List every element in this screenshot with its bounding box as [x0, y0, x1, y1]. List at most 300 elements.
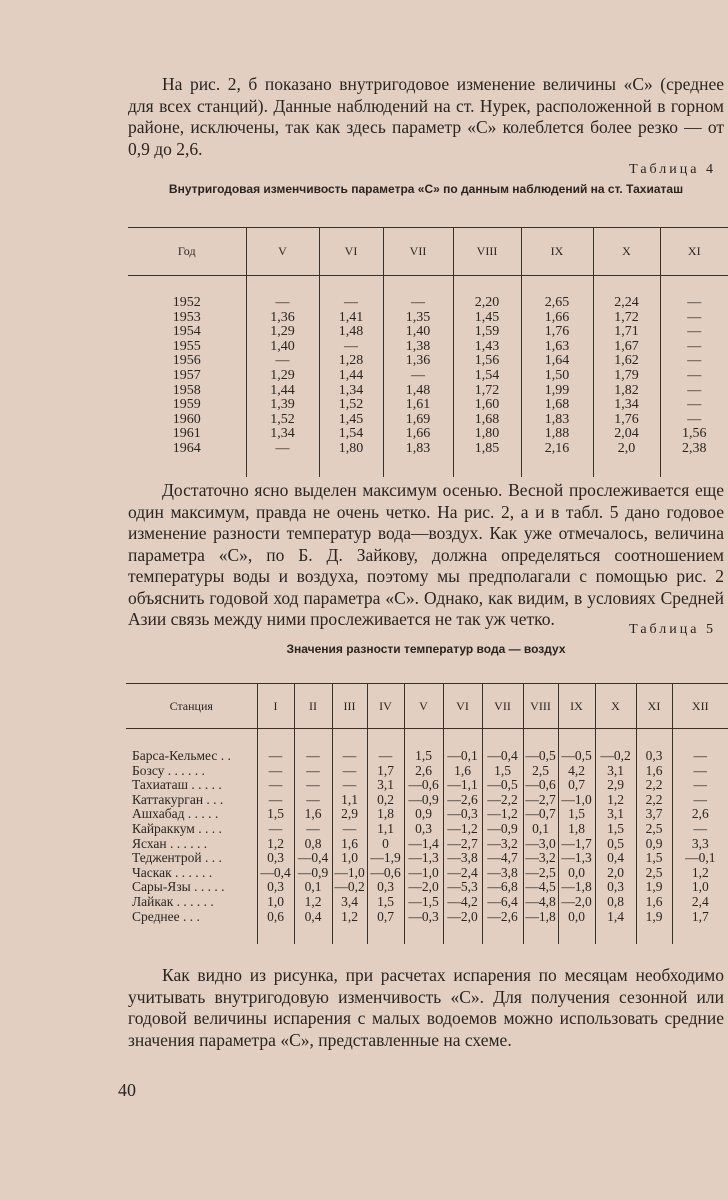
table-cell: 1,43 — [453, 340, 521, 355]
table-cell: — — [257, 822, 294, 837]
table-cell: —2,6 — [443, 793, 482, 808]
table-cell: 1,99 — [521, 384, 593, 399]
table4-row — [128, 398, 728, 413]
final-paragraph: Как видно из рисунка, при расчетах испарения по месяцам необходимо учитывать внутригодовую изменчивость «С». Для получения сезонной или годовой величины испарения с малых водоемов можно использовать средние значения параметра «С», представленные на схеме. — [128, 965, 724, 1050]
table4-header: VIII — [453, 228, 521, 276]
table-cell: 1,45 — [319, 413, 383, 428]
table-cell: —2,0 — [443, 910, 482, 925]
table-cell: — — [294, 749, 332, 764]
table-cell: 1,9 — [636, 910, 672, 925]
table-cell: 0,2 — [367, 793, 404, 808]
table-cell: Среднее . . . — [132, 908, 200, 924]
table-cell: — — [257, 764, 294, 779]
table-cell: Теджентрой . . . — [132, 850, 222, 866]
table-cell: —0,6 — [367, 866, 404, 881]
table-cell: 0,1 — [294, 880, 332, 895]
table-cell: 2,6 — [404, 764, 443, 779]
table4-body — [128, 276, 728, 477]
table-cell: 1,83 — [383, 442, 453, 457]
table4-row — [128, 354, 728, 369]
page-number: 40 — [118, 1080, 136, 1100]
table-cell: 1,44 — [246, 384, 319, 399]
table-cell: 1,41 — [319, 311, 383, 326]
table-cell: —1,8 — [523, 910, 558, 925]
table-cell: 0,8 — [595, 895, 636, 910]
table4-row — [128, 325, 728, 340]
table-cell: —1,0 — [558, 793, 595, 808]
table-cell: 1,45 — [453, 311, 521, 326]
table-cell: 0,1 — [523, 822, 558, 837]
table-cell: —4,2 — [443, 895, 482, 910]
table-cell: 1,38 — [383, 340, 453, 355]
table-cell: 1,62 — [593, 354, 660, 369]
table-cell: —1,2 — [482, 807, 523, 822]
table5-caption: Значения разности температур вода — воздух — [286, 642, 566, 656]
table-cell: 2,5 — [636, 866, 672, 881]
table-cell: —6,8 — [482, 880, 523, 895]
table-cell: 1,0 — [672, 880, 728, 895]
table-cell: 1,40 — [383, 325, 453, 340]
table4-header: VI — [319, 228, 383, 276]
table-cell: 1,1 — [332, 793, 367, 808]
table-cell: —1,3 — [404, 851, 443, 866]
table4-row — [128, 413, 728, 428]
table-cell: —1,0 — [404, 866, 443, 881]
table-cell: —0,6 — [523, 778, 558, 793]
table5-label: Таблица 5 — [629, 622, 716, 637]
table5-row — [126, 822, 728, 837]
table-cell: — — [672, 778, 728, 793]
table5-header: III — [332, 684, 367, 729]
table-cell: 1,5 — [404, 749, 443, 764]
table-cell: 1,5 — [595, 822, 636, 837]
table-cell: 1953 — [172, 309, 201, 325]
table-cell: 3,4 — [332, 895, 367, 910]
table-cell: Тахиаташ . . . . . — [132, 777, 222, 793]
table-cell: 1,34 — [319, 384, 383, 399]
table-cell: 1,8 — [367, 807, 404, 822]
table-cell: — — [319, 340, 383, 355]
table-cell: — — [672, 764, 728, 779]
table-cell: 1,35 — [383, 311, 453, 326]
table-cell: 1964 — [172, 440, 201, 456]
table5-header: IV — [367, 684, 404, 729]
table-cell: —3,2 — [523, 851, 558, 866]
table-cell: 1,64 — [521, 354, 593, 369]
table-cell: 1,2 — [257, 837, 294, 852]
table5-row — [126, 837, 728, 852]
table-cell: 1,29 — [246, 369, 319, 384]
table-cell: 0,6 — [257, 910, 294, 925]
table-cell: 2,0 — [595, 866, 636, 881]
table-cell: Ашхабад . . . . . — [132, 806, 219, 822]
table-cell: — — [660, 413, 728, 428]
table-cell: Бозсу . . . . . . — [132, 762, 205, 778]
table-cell: —0,3 — [443, 807, 482, 822]
table4-row — [128, 442, 728, 457]
table-cell: — — [294, 778, 332, 793]
table5-row — [126, 778, 728, 793]
table-cell: 1,6 — [294, 807, 332, 822]
table-cell: Кайраккум . . . . — [132, 820, 222, 836]
table-cell: 1960 — [172, 411, 201, 427]
table-cell: —4,7 — [482, 851, 523, 866]
table-cell: —2,2 — [482, 793, 523, 808]
table-cell: 1955 — [172, 338, 201, 354]
table-cell: — — [660, 384, 728, 399]
table-cell: 0,9 — [404, 807, 443, 822]
table5-header: IX — [558, 684, 595, 729]
table-cell: 1,34 — [593, 398, 660, 413]
table-cell: 1,69 — [383, 413, 453, 428]
table4-row — [128, 369, 728, 384]
table-cell: — — [660, 311, 728, 326]
table-cell: 1,2 — [294, 895, 332, 910]
table-cell: 1,4 — [595, 910, 636, 925]
table-cell: —6,4 — [482, 895, 523, 910]
table5-header: XI — [636, 684, 672, 729]
table-cell: — — [332, 749, 367, 764]
table-cell: —1,0 — [332, 866, 367, 881]
intro-paragraph: На рис. 2, б показано внутригодовое изменение величины «С» (среднее для всех станций). Данные наблюдений на ст. Нурек, расположенной в горном районе, исключены, так как здесь параметр «С» колеблется более резко — от 0,9 до 2,6. — [128, 74, 724, 159]
table-cell: — — [294, 822, 332, 837]
table-cell: 2,20 — [453, 296, 521, 311]
table-cell: Барса-Кельмес . . — [132, 748, 231, 763]
table-cell: — — [660, 369, 728, 384]
table5 — [126, 683, 728, 944]
table-cell: 1,34 — [246, 427, 319, 442]
table-cell: 1959 — [172, 397, 201, 413]
table-cell: 3,7 — [636, 807, 672, 822]
table-cell: 1,48 — [383, 384, 453, 399]
table-cell: 1,71 — [593, 325, 660, 340]
table-cell: 1,80 — [453, 427, 521, 442]
table-cell: Часкак . . . . . . — [132, 864, 213, 880]
table-cell: — — [672, 749, 728, 764]
table-cell: — — [257, 749, 294, 764]
table-cell: 2,6 — [672, 807, 728, 822]
table-cell: —1,1 — [443, 778, 482, 793]
table4-caption: Внутригодовая изменчивость параметра «С» по данным наблюдений на ст. Тахиаташ — [168, 182, 684, 196]
table-cell: 2,5 — [636, 822, 672, 837]
table-cell: 1,36 — [383, 354, 453, 369]
table-cell: 1,68 — [453, 413, 521, 428]
table-cell: 2,9 — [595, 778, 636, 793]
table-cell: — — [294, 764, 332, 779]
table4-header: X — [593, 228, 660, 276]
table-cell: — — [660, 340, 728, 355]
table-cell: —0,1 — [443, 749, 482, 764]
table-cell: 1,52 — [246, 413, 319, 428]
table-cell: 1,72 — [453, 384, 521, 399]
table-cell: 1,7 — [367, 764, 404, 779]
table-cell: —3,2 — [482, 837, 523, 852]
table5-row — [126, 880, 728, 895]
table4-label: Таблица 4 — [629, 162, 716, 177]
table5-row — [126, 895, 728, 910]
table-cell: 1,2 — [595, 793, 636, 808]
table5-body — [126, 729, 728, 945]
table5-header: II — [294, 684, 332, 729]
table-cell: 1,79 — [593, 369, 660, 384]
table-cell: 1,6 — [636, 895, 672, 910]
table-cell: —0,3 — [404, 910, 443, 925]
table-cell: — — [660, 398, 728, 413]
table-cell: 3,3 — [672, 837, 728, 852]
table-cell: 1,88 — [521, 427, 593, 442]
table-cell: —1,2 — [443, 822, 482, 837]
table5-row — [126, 793, 728, 808]
table-cell: —1,8 — [558, 880, 595, 895]
table-cell: 1,76 — [521, 325, 593, 340]
table5-row — [126, 910, 728, 925]
table-cell: 2,04 — [593, 427, 660, 442]
table5-header: X — [595, 684, 636, 729]
table-cell: —4,5 — [523, 880, 558, 895]
table-cell: 1,52 — [319, 398, 383, 413]
table-cell: 1,40 — [246, 340, 319, 355]
table4-header-row — [128, 228, 728, 276]
table-cell: 1961 — [172, 426, 201, 442]
table-cell: —1,4 — [404, 837, 443, 852]
table-cell: —2,0 — [558, 895, 595, 910]
table-cell: —1,7 — [558, 837, 595, 852]
table-cell: — — [332, 778, 367, 793]
table-cell: 2,5 — [523, 764, 558, 779]
table-cell: — — [294, 793, 332, 808]
table-cell: 3,1 — [595, 807, 636, 822]
table-cell: 1,5 — [367, 895, 404, 910]
table-cell: 0,8 — [294, 837, 332, 852]
table-cell: 1,67 — [593, 340, 660, 355]
table-cell: 1,7 — [672, 910, 728, 925]
table-cell: — — [319, 296, 383, 311]
table-cell: 0,3 — [257, 880, 294, 895]
table-cell: — — [367, 749, 404, 764]
table-cell: —2,7 — [523, 793, 558, 808]
table-cell: 0,0 — [558, 866, 595, 881]
table5-header: V — [404, 684, 443, 729]
table-cell: 4,2 — [558, 764, 595, 779]
table-cell: Каттакурган . . . — [132, 791, 224, 807]
table-cell: —2,7 — [443, 837, 482, 852]
table-cell: 2,38 — [660, 442, 728, 457]
table-cell: 1,66 — [383, 427, 453, 442]
table-cell: —2,5 — [523, 866, 558, 881]
table5-header: VI — [443, 684, 482, 729]
table-cell: 1,50 — [521, 369, 593, 384]
table-cell: 1,0 — [332, 851, 367, 866]
table-cell: 0,3 — [367, 880, 404, 895]
table-cell: —0,7 — [523, 807, 558, 822]
table-cell: 1,5 — [482, 764, 523, 779]
table-cell: —0,5 — [558, 749, 595, 764]
table-cell: 1,60 — [453, 398, 521, 413]
table5-header: VII — [482, 684, 523, 729]
table-cell: 2,0 — [593, 442, 660, 457]
table-cell: 0,5 — [595, 837, 636, 852]
table-cell: —0,4 — [294, 851, 332, 866]
table-cell: 1,0 — [257, 895, 294, 910]
table-cell: 1,83 — [521, 413, 593, 428]
table-cell: —0,9 — [482, 822, 523, 837]
table-cell: —2,4 — [443, 866, 482, 881]
table-cell: 0,3 — [595, 880, 636, 895]
table-cell: Сары-Язы . . . . . — [132, 879, 225, 895]
table-cell: 1,82 — [593, 384, 660, 399]
table-cell: 0,3 — [404, 822, 443, 837]
table-cell: 1,44 — [319, 369, 383, 384]
table5-row — [126, 851, 728, 866]
table-cell: 1,9 — [636, 880, 672, 895]
table-cell: — — [660, 325, 728, 340]
table-cell: —0,2 — [595, 749, 636, 764]
table4-header: XI — [660, 228, 728, 276]
table5-header: Станция — [126, 684, 257, 729]
table-cell: —0,6 — [404, 778, 443, 793]
table5-header: XII — [672, 684, 728, 729]
table-cell: —0,5 — [523, 749, 558, 764]
table-cell: 0,0 — [558, 910, 595, 925]
table-cell: 3,1 — [595, 764, 636, 779]
table-cell: 1,39 — [246, 398, 319, 413]
table-cell: 2,4 — [672, 895, 728, 910]
table-cell: 1,76 — [593, 413, 660, 428]
table4-header: Год — [128, 228, 246, 276]
table-cell: 2,2 — [636, 778, 672, 793]
table-cell: 1,5 — [257, 807, 294, 822]
table-cell: —1,9 — [367, 851, 404, 866]
table-cell: —5,3 — [443, 880, 482, 895]
table5-row — [126, 866, 728, 881]
table-cell: 1,54 — [453, 369, 521, 384]
table-cell: 2,2 — [636, 793, 672, 808]
table-cell: 1,2 — [332, 910, 367, 925]
table-cell: 1,59 — [453, 325, 521, 340]
table-cell: 1,6 — [443, 764, 482, 779]
table-cell: — — [332, 822, 367, 837]
table-cell: — — [383, 296, 453, 311]
table-cell: 1,56 — [453, 354, 521, 369]
table-cell: 1,61 — [383, 398, 453, 413]
table-cell: 1,68 — [521, 398, 593, 413]
table4-row — [128, 384, 728, 399]
table-cell: — — [672, 822, 728, 837]
table-cell: —0,4 — [482, 749, 523, 764]
table-cell: —0,2 — [332, 880, 367, 895]
table4-row — [128, 340, 728, 355]
table-cell: 2,24 — [593, 296, 660, 311]
table5-header: VIII — [523, 684, 558, 729]
table4-row — [128, 296, 728, 311]
table-cell: 1,6 — [636, 764, 672, 779]
table-cell: 1,6 — [332, 837, 367, 852]
table-cell: 1,29 — [246, 325, 319, 340]
table-cell: 1,8 — [558, 822, 595, 837]
table-cell: — — [332, 764, 367, 779]
table5-header: I — [257, 684, 294, 729]
table-cell: 1956 — [172, 353, 201, 369]
table-cell: 0,9 — [636, 837, 672, 852]
table-cell: 1954 — [172, 324, 201, 340]
table-cell: 1,72 — [593, 311, 660, 326]
table-cell: —4,8 — [523, 895, 558, 910]
table-cell: 0,7 — [558, 778, 595, 793]
table-cell: 0,3 — [636, 749, 672, 764]
table4-header: VII — [383, 228, 453, 276]
table-cell: 0,4 — [595, 851, 636, 866]
table-cell: 1,28 — [319, 354, 383, 369]
table5-row — [126, 764, 728, 779]
table-cell: 0,4 — [294, 910, 332, 925]
table-cell: 3,1 — [367, 778, 404, 793]
table-cell: 1957 — [172, 367, 201, 383]
table-cell: — — [257, 778, 294, 793]
table4 — [128, 227, 728, 477]
table-cell: 1,66 — [521, 311, 593, 326]
table-cell: 1,36 — [246, 311, 319, 326]
table-cell: —3,0 — [523, 837, 558, 852]
table4-header: V — [246, 228, 319, 276]
table-cell: 2,65 — [521, 296, 593, 311]
table-cell: 1,63 — [521, 340, 593, 355]
table-cell: 1,5 — [558, 807, 595, 822]
table-cell: —2,0 — [404, 880, 443, 895]
table-cell: 1,1 — [367, 822, 404, 837]
table-cell: — — [672, 793, 728, 808]
table-cell: 1,85 — [453, 442, 521, 457]
table-cell: —3,8 — [443, 851, 482, 866]
table4-header: IX — [521, 228, 593, 276]
table5-row — [126, 749, 728, 764]
table4-row — [128, 311, 728, 326]
table-cell: Ясхан . . . . . . — [132, 835, 208, 851]
middle-paragraph: Достаточно ясно выделен максимум осенью. Весной прослеживается еще один максимум, правда не очень четко. На рис. 2, а и в табл. 5 дано годовое изменение разности температур вода—воздух. Как уже отмечалось, величина параметра «С», по Б. Д. Зайкову, должна определяться соотношением температуры воды и воздуха, поэтому мы предполагали с помощью рис. 2 объяснить годовой ход параметра «С». Однако, как видим, в условиях Средней Азии связь между ними прослеживается не так уж четко. — [128, 480, 724, 629]
table-cell: —2,6 — [482, 910, 523, 925]
table4-row — [128, 427, 728, 442]
table-cell: 1,2 — [672, 866, 728, 881]
table-cell: —0,1 — [672, 851, 728, 866]
table-cell: 0,7 — [367, 910, 404, 925]
table-cell: 2,9 — [332, 807, 367, 822]
table-cell: — — [246, 442, 319, 457]
table-cell: —3,8 — [482, 866, 523, 881]
table-cell: 1952 — [172, 295, 201, 310]
table-cell: 1,80 — [319, 442, 383, 457]
table-cell: — — [257, 793, 294, 808]
table-cell: 0 — [367, 837, 404, 852]
table-cell: 0,3 — [257, 851, 294, 866]
table-cell: — — [246, 296, 319, 311]
table-cell: —1,3 — [558, 851, 595, 866]
table-cell: 1,56 — [660, 427, 728, 442]
table-cell: —1,5 — [404, 895, 443, 910]
table5-header-row — [126, 684, 728, 729]
table-cell: — — [246, 354, 319, 369]
table-cell: 1958 — [172, 382, 201, 398]
table-cell: 1,48 — [319, 325, 383, 340]
table5-row — [126, 807, 728, 822]
table-cell: —0,9 — [294, 866, 332, 881]
table-cell: — — [660, 296, 728, 311]
table-cell: Лайкак . . . . . . — [132, 893, 214, 909]
table-cell: — — [660, 354, 728, 369]
table-cell: —0,4 — [257, 866, 294, 881]
table-cell: — — [383, 369, 453, 384]
table-cell: —0,9 — [404, 793, 443, 808]
table-cell: 1,54 — [319, 427, 383, 442]
table-cell: —0,5 — [482, 778, 523, 793]
